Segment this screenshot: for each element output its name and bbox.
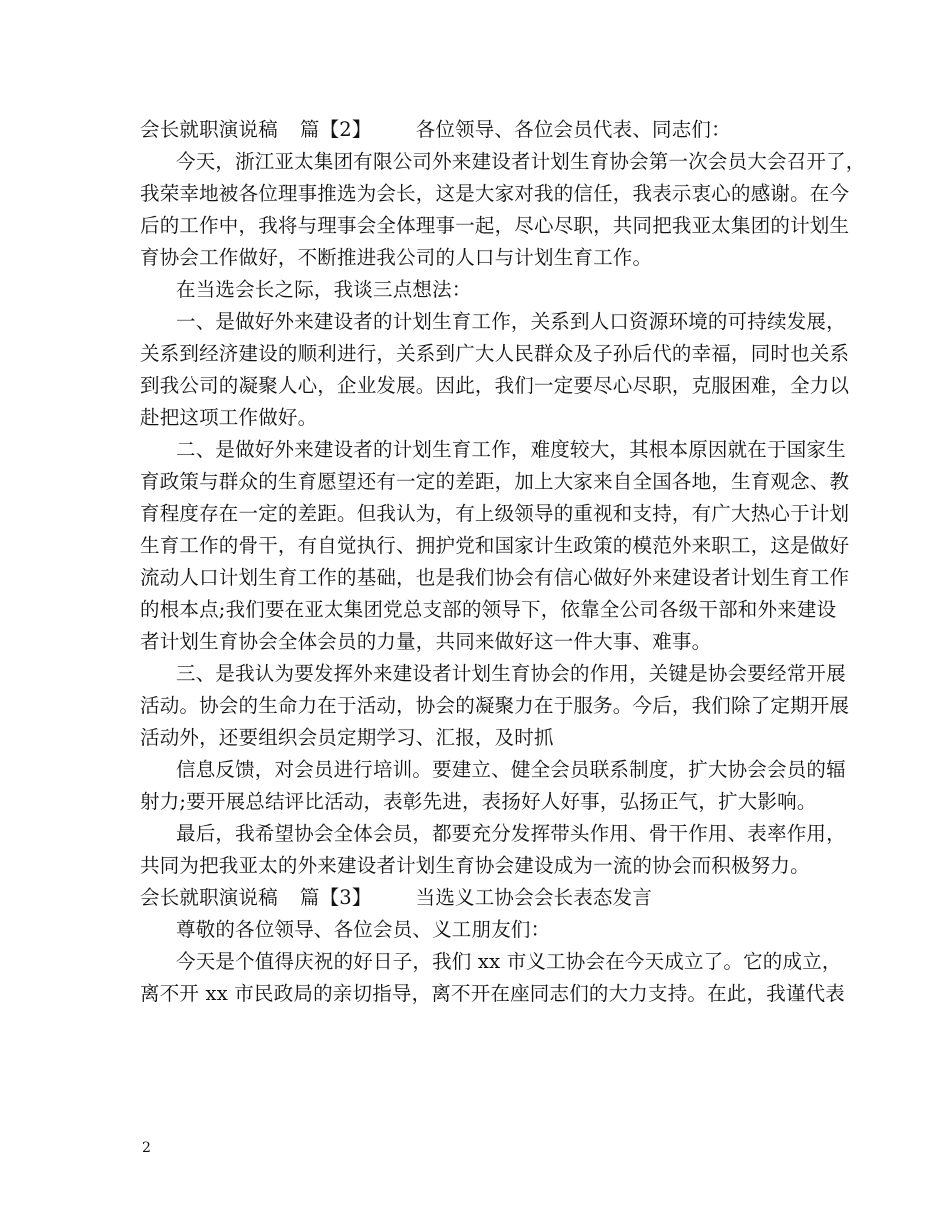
paragraph-line: 后的工作中，我将与理事会全体理事一起，尽心尽职，共同把我亚太集团的计划生 [140,214,850,237]
paragraph-line: 活动外，还要组织会员定期学习、汇报，及时抓 [140,726,554,749]
paragraph-line: 育协会工作做好，不断推进我公司的人口与计划生育工作。 [140,246,653,269]
paragraph-line: 射力;要开展总结评比活动，表彰先进，表扬好人好事，弘扬正气，扩大影响。 [140,790,817,813]
heading-subtitle: 当选义工协会会长表态发言 [415,886,653,909]
paragraph-line: 三、是我认为要发挥外来建设者计划生育协会的作用，关键是协会要经常开展 [176,662,846,685]
paragraph-line: 离不开 xx 市民政局的亲切指导，离不开在座同志们的大力支持。在此，我谨代表 [140,982,845,1005]
paragraph-line: 在当选会长之际，我谈三点想法： [176,278,472,301]
document-body [140,114,866,1010]
heading-part: 篇【2】 [299,118,372,141]
paragraph-line: 关系到经济建设的顺利进行，关系到广大人民群众及子孙后代的幸福，同时也关系 [140,342,850,365]
paragraph-line: 今天是个值得庆祝的好日子，我们 xx 市义工协会在今天成立了。它的成立， [176,950,842,973]
paragraph-line: 到我公司的凝聚人心，企业发展。因此，我们一定要尽心尽职，克服困难，全力以 [140,374,850,397]
section-heading-3 [140,882,812,914]
paragraph-line: 我荣幸地被各位理事推选为会长，这是大家对我的信任，我表示衷心的感谢。在今 [140,182,850,205]
paragraph-line: 今天，浙江亚太集团有限公司外来建设者计划生育协会第一次会员大会召开了， [176,150,866,173]
paragraph-line: 流动人口计划生育工作的基础，也是我们协会有信心做好外来建设者计划生育工作 [140,566,850,589]
heading-greeting: 各位领导、各位会员代表、同志们： [415,118,731,141]
heading-part: 篇【3】 [299,886,372,909]
paragraph-line: 者计划生育协会全体会员的力量，共同来做好这一件大事、难事。 [140,630,712,653]
paragraph-line: 育程度存在一定的差距。但我认为，有上级领导的重视和支持，有广大热心于计划 [140,502,850,525]
paragraph-line: 最后，我希望协会全体会员，都要充分发挥带头作用、骨干作用、表率作用， [176,822,846,845]
paragraph-line: 赴把这项工作做好。 [140,406,318,429]
page-number: 2 [142,1140,151,1156]
paragraph-line: 二、是做好外来建设者的计划生育工作，难度较大，其根本原因就在于国家生 [176,438,846,461]
paragraph-line: 一、是做好外来建设者的计划生育工作，关系到人口资源环境的可持续发展， [176,310,846,333]
section-heading-2 [140,114,812,146]
heading-title: 会长就职演说稿 [140,118,278,141]
paragraph-line: 共同为把我亚太的外来建设者计划生育协会建设成为一流的协会而积极努力。 [140,854,810,877]
paragraph-line: 的根本点;我们要在亚太集团党总支部的领导下，依靠全公司各级干部和外来建设 [140,598,837,621]
paragraph-line: 活动。协会的生命力在于活动，协会的凝聚力在于服务。今后，我们除了定期开展 [140,694,850,717]
heading-title: 会长就职演说稿 [140,886,278,909]
paragraph-line: 尊敬的各位领导、各位会员、义工朋友们： [176,918,551,941]
paragraph-line: 信息反馈，对会员进行培训。要建立、健全会员联系制度，扩大协会会员的辐 [176,758,846,781]
paragraph-line: 生育工作的骨干，有自觉执行、拥护党和国家计生政策的模范外来职工，这是做好 [140,534,850,557]
paragraph-line: 育政策与群众的生育愿望还有一定的差距，加上大家来自全国各地，生育观念、教 [140,470,850,493]
